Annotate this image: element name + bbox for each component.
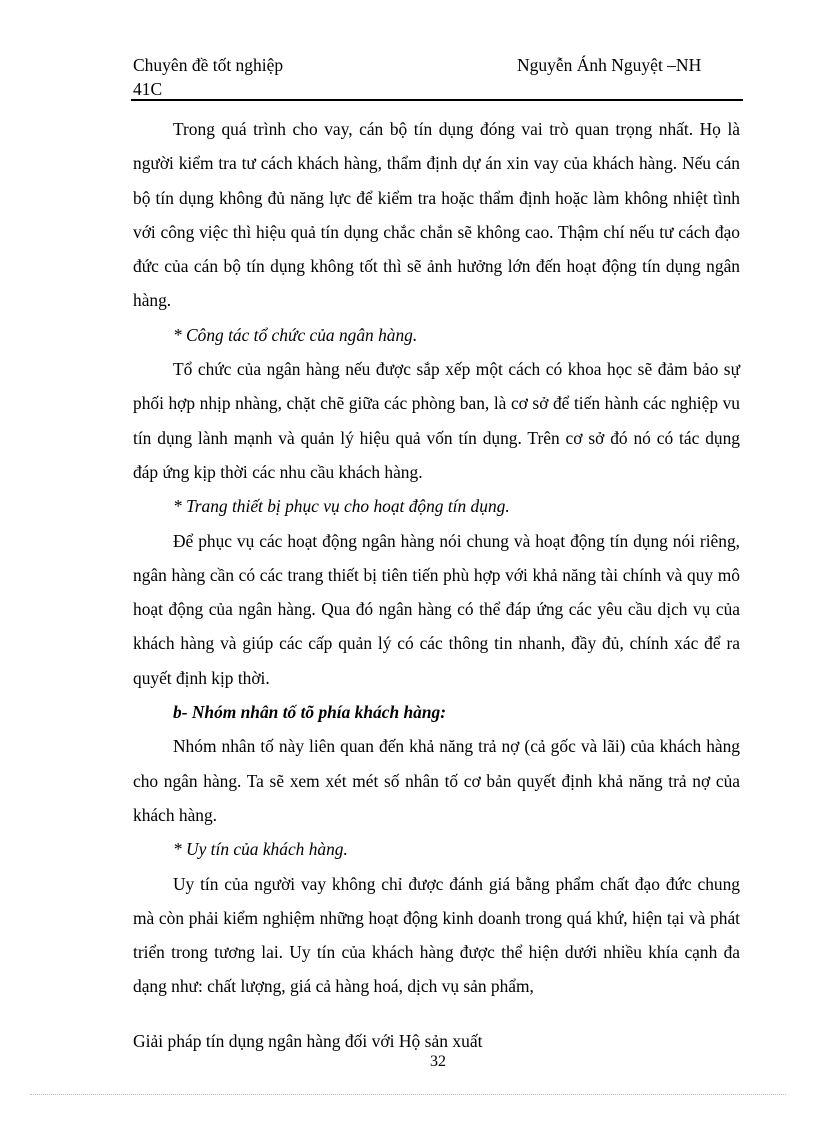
subheading-customer-reputation: * Uy tín của khách hàng. xyxy=(173,839,348,860)
header-class-code: 41C xyxy=(133,79,163,99)
section-heading-customer-factors: b- Nhóm nhân tố tõ phía khách hàng: xyxy=(173,702,447,723)
header-left xyxy=(133,53,283,101)
page-bottom-border xyxy=(30,1094,786,1095)
header-author: Nguyễn Ánh Nguyệt –NH xyxy=(517,55,702,75)
paragraph-customer-factors: Nhóm nhân tố này liên quan đến khả năng trả nợ (cả gốc và lãi) của khách hàng cho ngân hàng. Ta sẽ xem xét mét số nhân tố cơ bản quyết định khả năng trả nợ của khách hàng. xyxy=(133,736,740,825)
body-text xyxy=(133,112,740,1004)
header-title: Chuyên đề tốt nghiệp xyxy=(133,55,284,75)
header-divider xyxy=(131,99,743,101)
subheading-bank-organization: * Công tác tổ chức của ngân hàng. xyxy=(173,324,418,345)
paragraph-credit-officer: Trong quá trình cho vay, cán bộ tín dụng đóng vai trò quan trọng nhất. Họ là người kiểm tra tư cách khách hàng, thẩm định dự án xin vay của khách hàng. Nếu cán bộ tín dụng không đủ năng lực để kiểm tra hoặc thẩm định hoặc làm không nhiệt tình với công việc thì hiệu quả tín dụng chắc chắn sẽ không cao. Thậm chí nếu tư cách đạo đức của cán bộ tín dụng không tốt thì sẽ ảnh hưởng lớn đến hoạt động tín dụng ngân hàng. xyxy=(133,119,740,311)
page-number: 32 xyxy=(430,1053,446,1070)
footer-title: Giải pháp tín dụng ngân hàng đối với Hộ sản xuất xyxy=(133,1031,483,1051)
paragraph-equipment: Để phục vụ các hoạt động ngân hàng nói chung và hoạt động tín dụng nói riêng, ngân hàng cần có các trang thiết bị tiên tiến phù hợp với khả năng tài chính và quy mô hoạt động của ngân hàng. Qua đó ngân hàng có thể đáp ứng các yêu cầu dịch vụ của khách hàng và giúp các cấp quản lý có các thông tin nhanh, đầy đủ, chính xác để ra quyết định kịp thời. xyxy=(133,530,740,688)
paragraph-customer-reputation: Uy tín của người vay không chỉ được đánh giá bằng phẩm chất đạo đức chung mà còn phải kiểm nghiệm những hoạt động kinh doanh trong quá khứ, hiện tại và phát triển trong tương lai. Uy tín của khách hàng được thể hiện dưới nhiều khía cạnh đa dạng như: chất lượng, giá cả hàng hoá, dịch vụ sản phẩm, xyxy=(133,873,740,997)
paragraph-bank-organization: Tổ chức của ngân hàng nếu được sắp xếp một cách có khoa học sẽ đảm bảo sự phối hợp nhịp nhàng, chặt chẽ giữa các phòng ban, là cơ sở để tiến hành các nghiệp vu tín dụng lành mạnh và quản lý hiệu quả vốn tín dụng. Trên cơ sở đó nó có tác dụng đáp ứng kịp thời các nhu cầu khách hàng. xyxy=(133,359,740,482)
subheading-equipment: * Trang thiết bị phục vụ cho hoạt động tín dụng. xyxy=(173,496,510,517)
